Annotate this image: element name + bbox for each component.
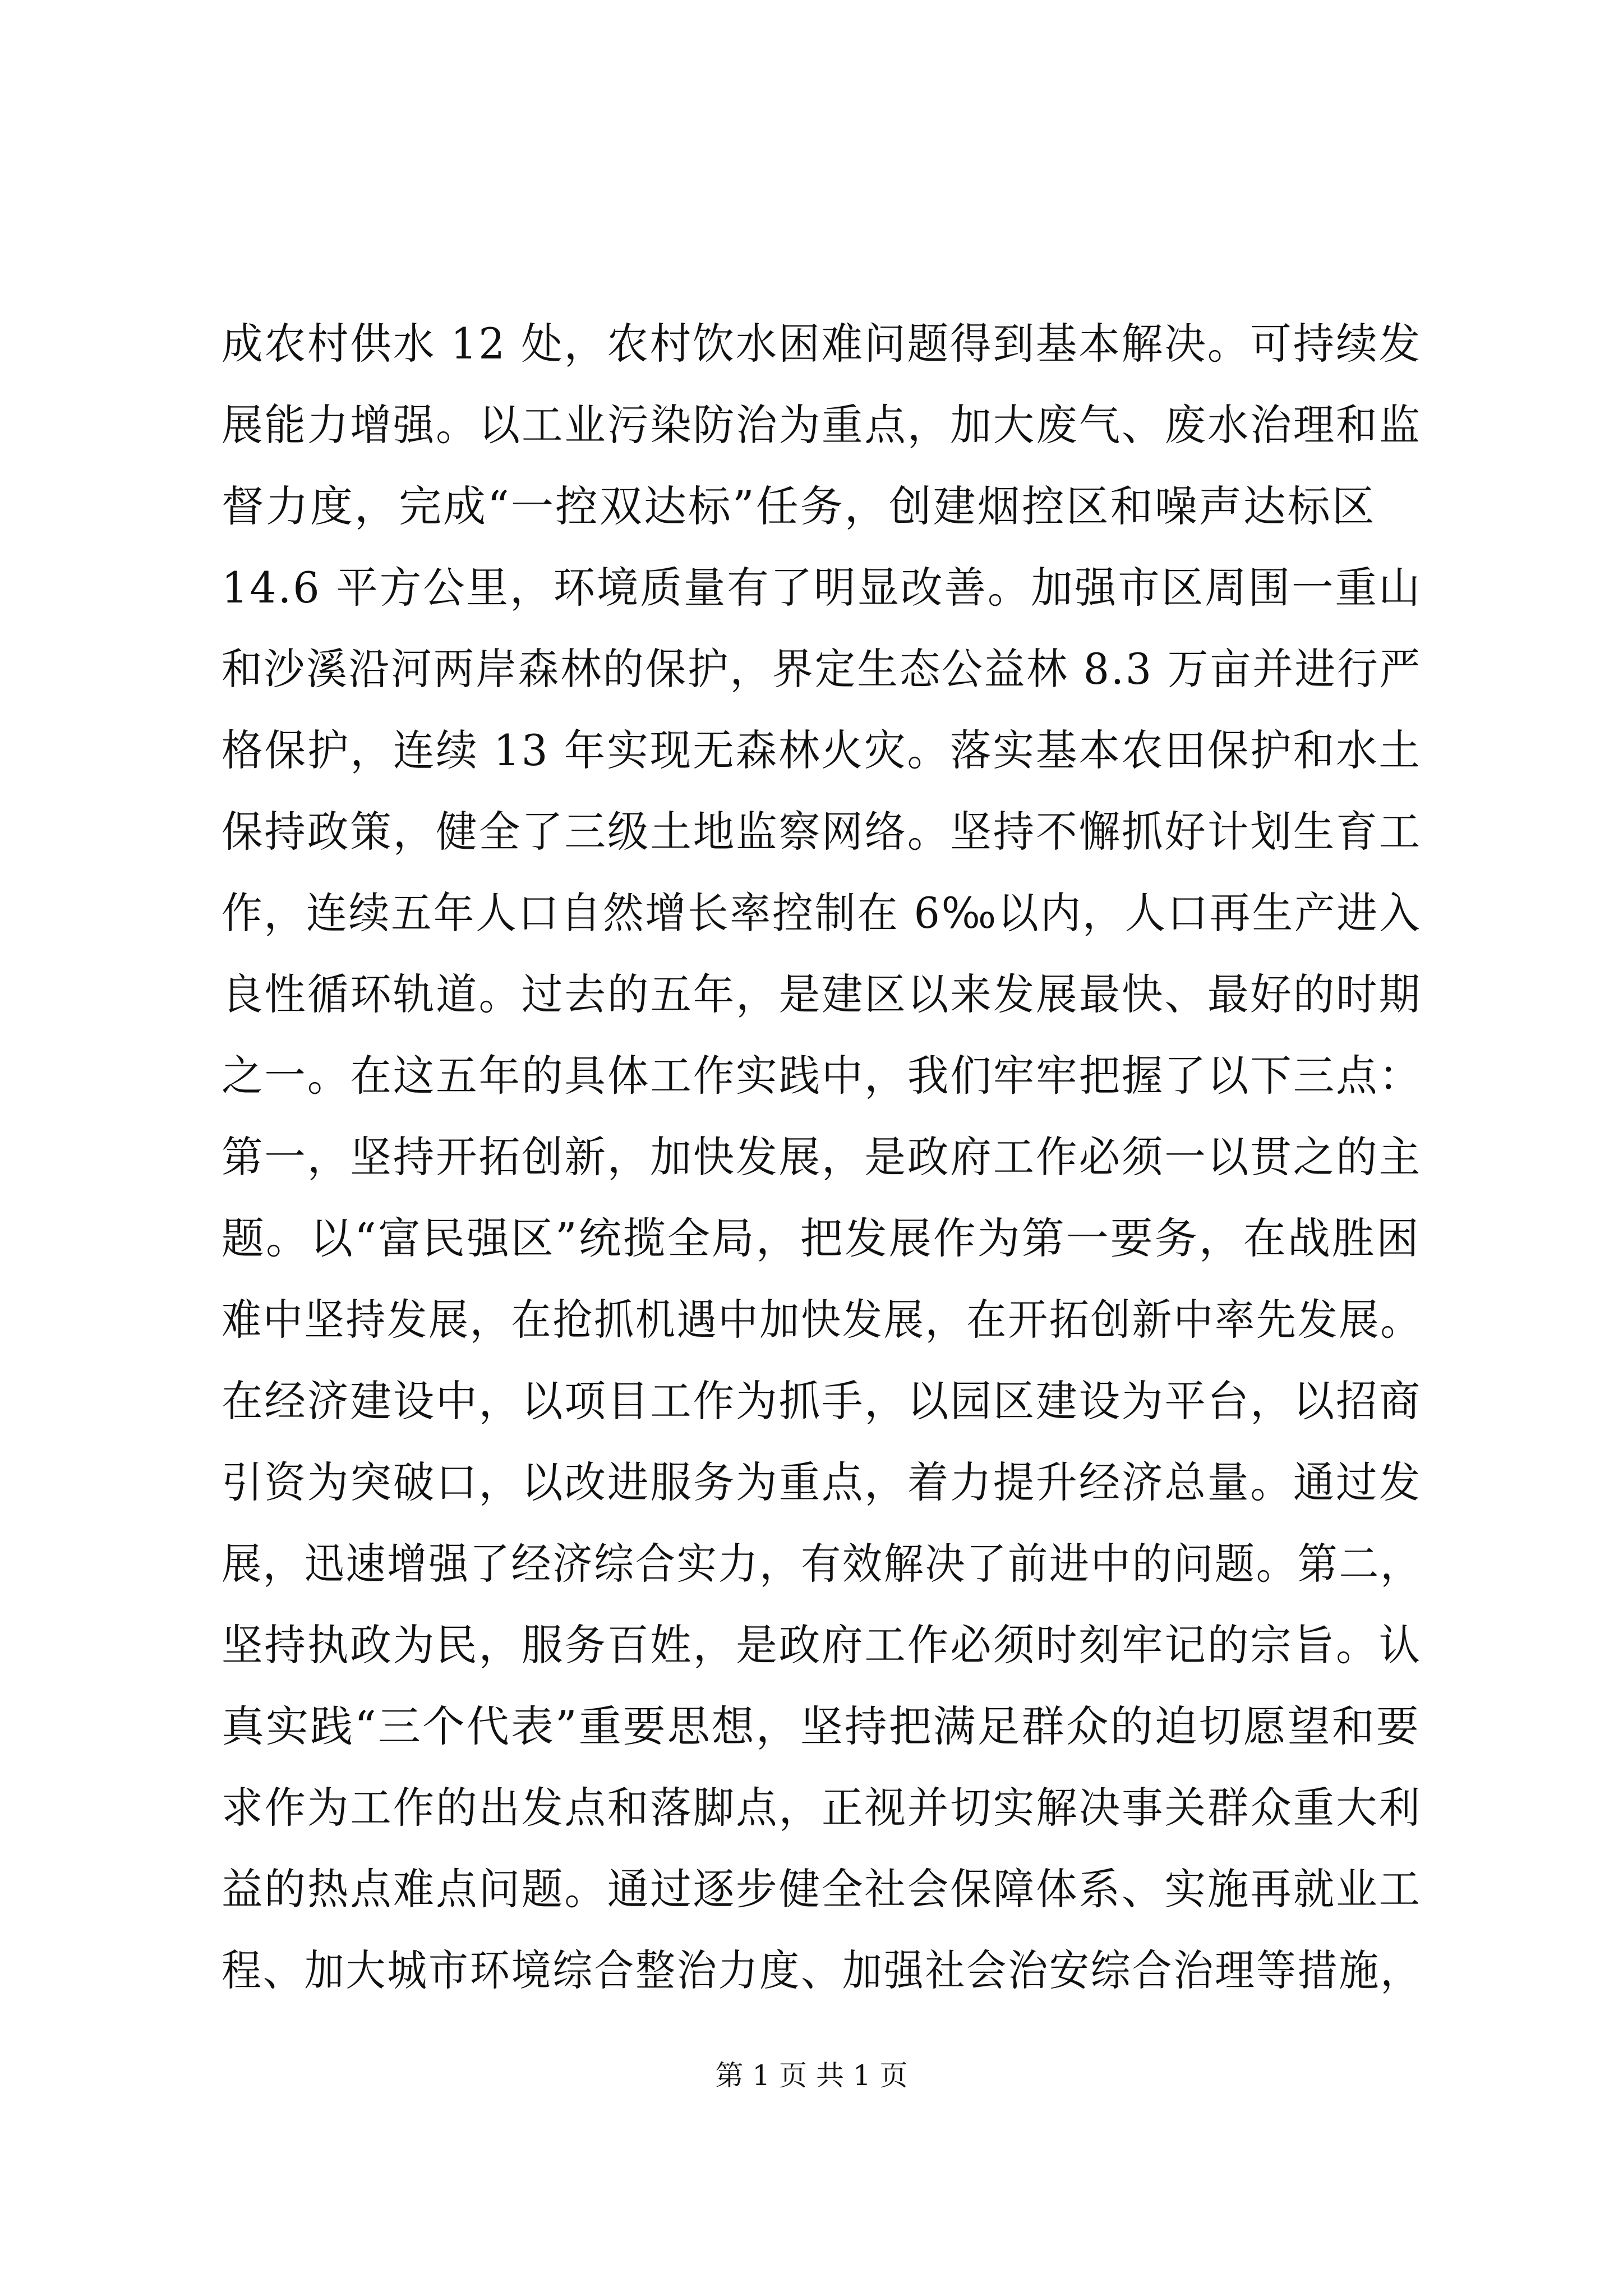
text-line: 坚持执政为民，服务百姓，是政府工作必须时刻牢记的宗旨。认 <box>222 1620 1422 1670</box>
body-text <box>222 303 1422 2011</box>
text-line: 题。以“富民强区”统揽全局，把发展作为第一要务，在战胜困 <box>222 1213 1421 1263</box>
text-line: 良性循环轨道。过去的五年，是建区以来发展最快、最好的时期 <box>222 969 1422 1019</box>
text-line: 求作为工作的出发点和落脚点，正视并切实解决事关群众重大利 <box>222 1783 1422 1833</box>
page-footer: 第 1 页 共 1 页 <box>715 2059 908 2092</box>
text-line: 14.6 平方公里，环境质量有了明显改善。加强市区周围一重山 <box>222 563 1422 613</box>
text-line: 之一。在这五年的具体工作实践中，我们牢牢把握了以下三点： <box>222 1051 1422 1101</box>
text-line: 在经济建设中，以项目工作为抓手，以园区建设为平台，以招商 <box>222 1376 1422 1426</box>
text-line: 督力度，完成“一控双达标”任务，创建烟控区和噪声达标区 <box>222 481 1376 531</box>
text-line: 真实践“三个代表”重要思想，坚持把满足群众的迫切愿望和要 <box>222 1701 1421 1751</box>
text-line: 第一，坚持开拓创新，加快发展，是政府工作必须一以贯之的主 <box>222 1132 1422 1182</box>
text-line: 难中坚持发展，在抢抓机遇中加快发展，在开拓创新中率先发展。 <box>222 1295 1422 1345</box>
text-line: 程、加大城市环境综合整治力度、加强社会治安综合治理等措施， <box>222 1945 1422 1995</box>
text-line: 引资为突破口，以改进服务为重点，着力提升经济总量。通过发 <box>222 1457 1422 1507</box>
text-line: 格保护，连续 13 年实现无森林火灾。落实基本农田保护和水土 <box>222 725 1422 775</box>
text-line: 作，连续五年人口自然增长率控制在 6‰以内，人口再生产进入 <box>222 888 1422 938</box>
text-line: 展能力增强。以工业污染防治为重点，加大废气、废水治理和监 <box>222 400 1422 450</box>
text-line: 和沙溪沿河两岸森林的保护，界定生态公益林 8.3 万亩并进行严 <box>222 644 1422 694</box>
text-line: 保持政策，健全了三级土地监察网络。坚持不懈抓好计划生育工 <box>222 807 1422 857</box>
text-line: 展，迅速增强了经济综合实力，有效解决了前进中的问题。第二， <box>222 1539 1422 1589</box>
text-line: 益的热点难点问题。通过逐步健全社会保障体系、实施再就业工 <box>222 1864 1422 1914</box>
text-line: 成农村供水 12 处，农村饮水困难问题得到基本解决。可持续发 <box>222 319 1422 369</box>
